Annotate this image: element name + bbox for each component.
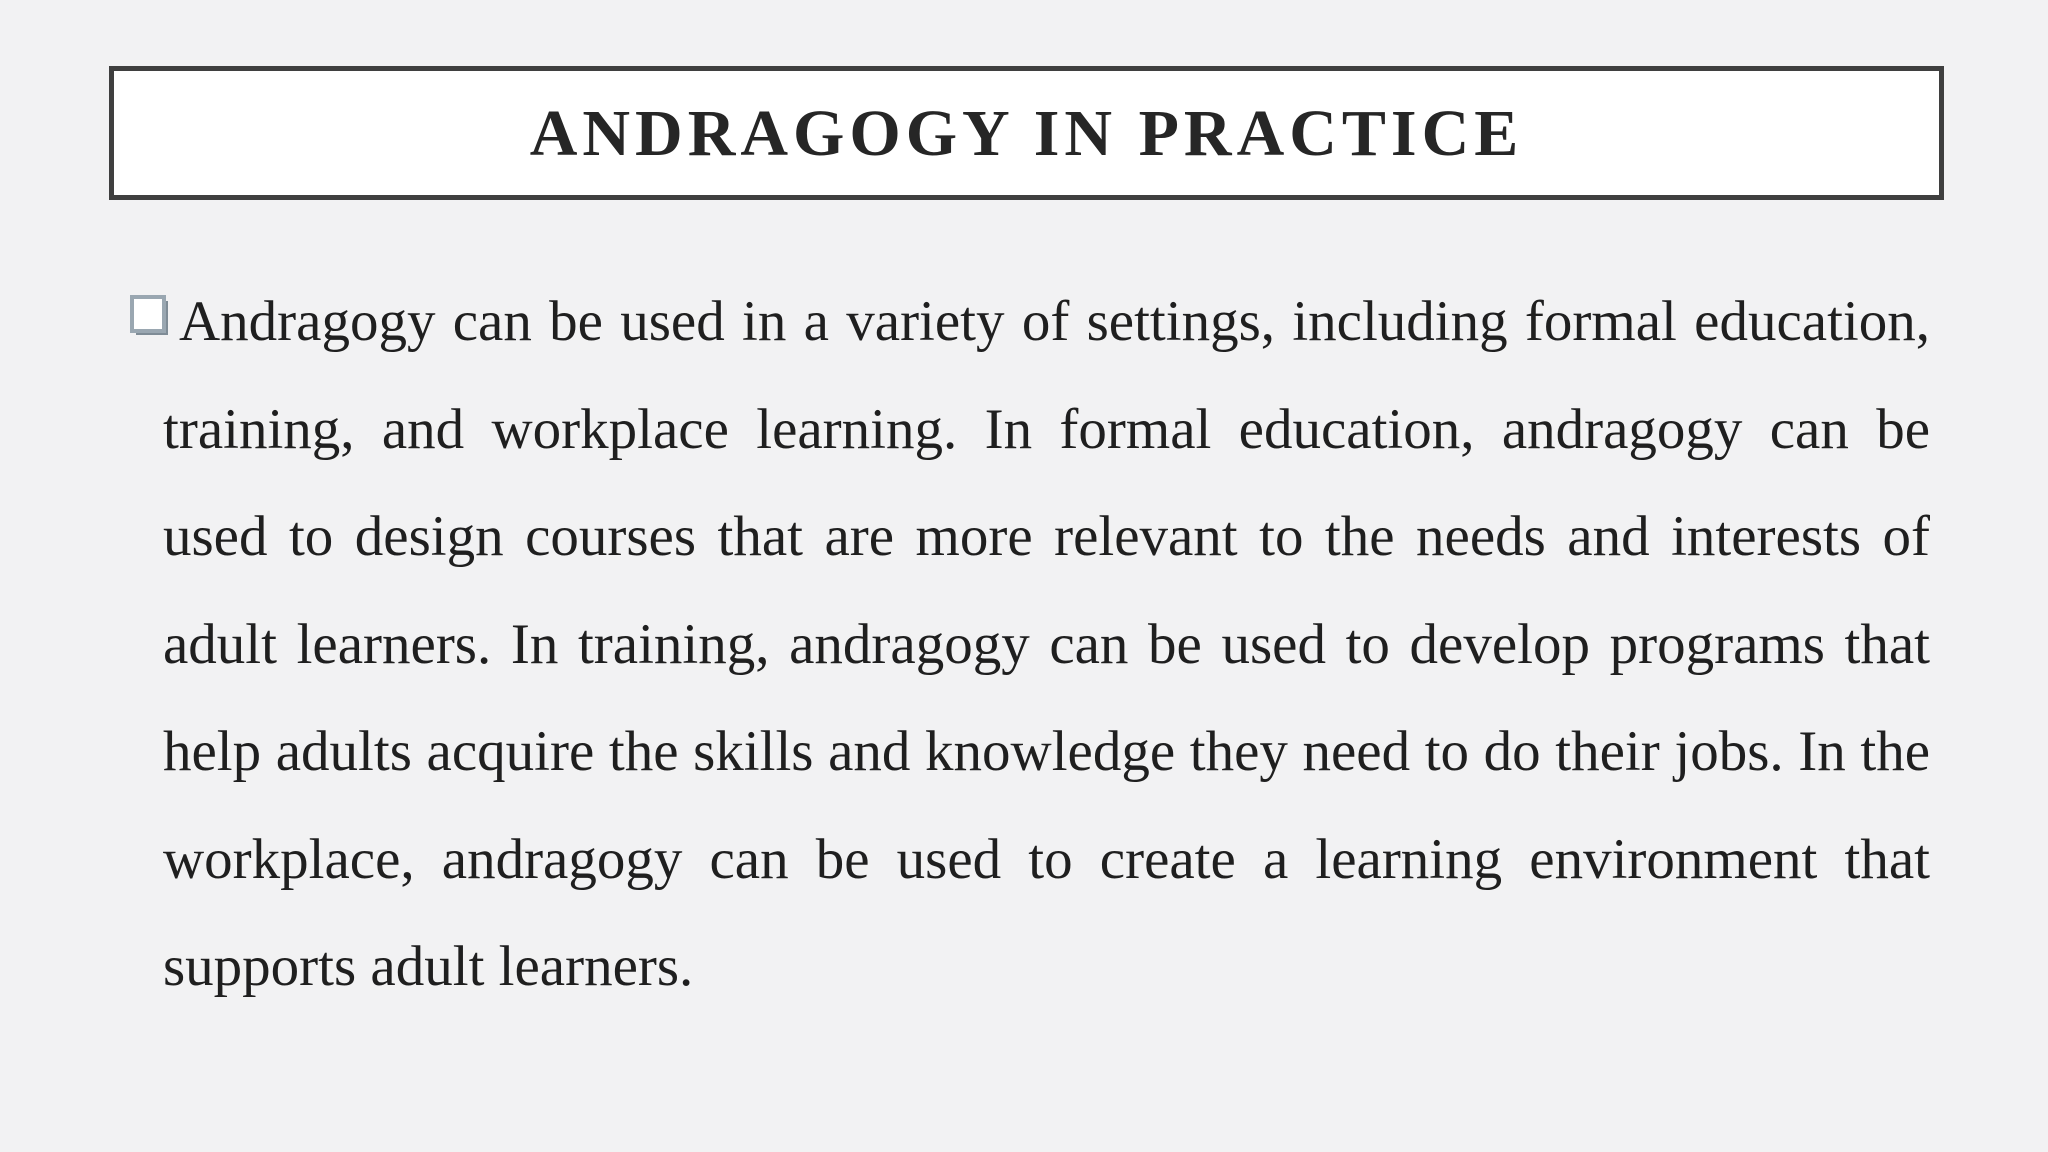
bullet-item — [130, 268, 1930, 1021]
bullet-text: Andragogy can be used in a variety of settings, including formal education, training, and workplace learning. In formal education, andragogy can be used to design courses that are more relevant to the needs and interests of adult learners. In training, andragogy can be used to develop programs that help adults acquire the skills and knowledge they need to do their jobs. In the workplace, andragogy can be used to create a learning environment that supports adult learners. — [163, 290, 1930, 998]
slide-title: ANDRAGOGY IN PRACTICE — [529, 97, 1524, 170]
title-box — [109, 66, 1944, 200]
